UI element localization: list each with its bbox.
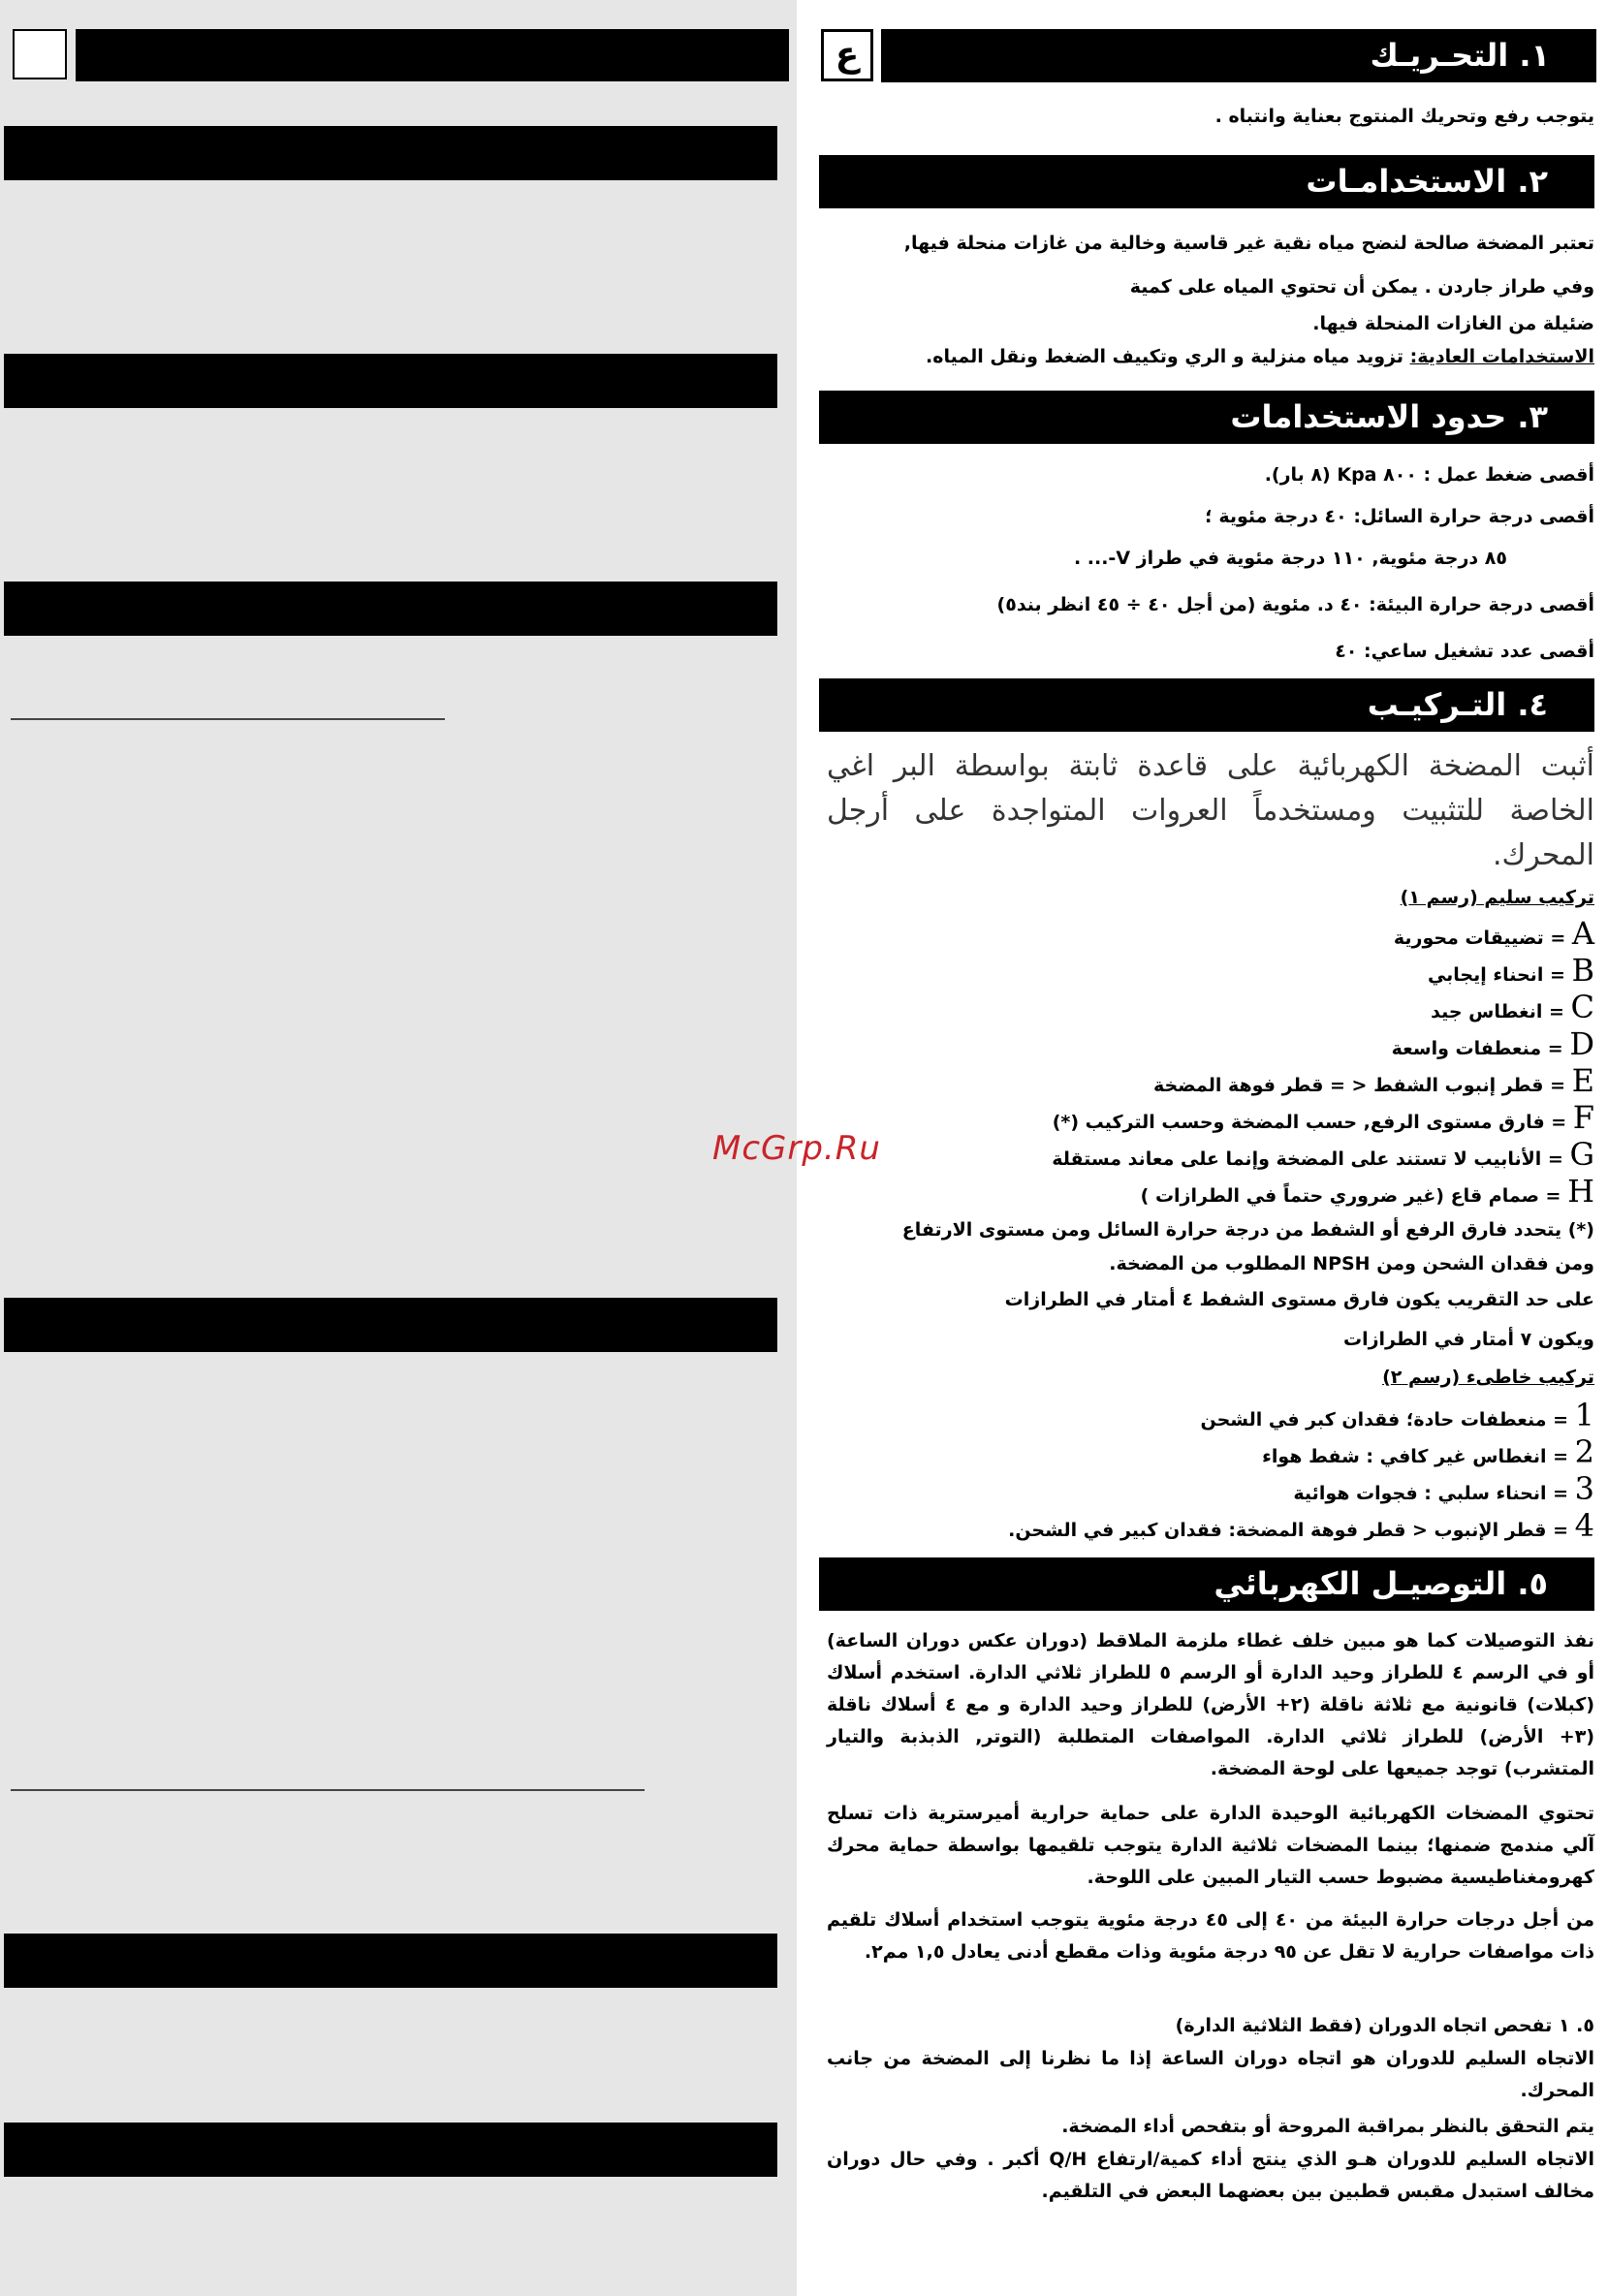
usage-label: الاستخدامات العادية: [1409, 346, 1594, 367]
install-note-3: على حد التقريب يكون فارق مستوى الشفط ٤ أمتار في الطرازات [1004, 1289, 1594, 1310]
left-header-bar [76, 29, 789, 81]
wrong-item-4: 4 = قطر الإنبوب < قطر فوهة المضخة: فقدان كبير في الشحن. [1008, 1507, 1594, 1544]
left-divider-line [11, 718, 445, 720]
left-column [0, 0, 797, 2296]
section-3-line-5: أقصى عدد تشغيل ساعي: ٤٠ [1335, 641, 1594, 662]
correct-item-f: F = فارق مستوى الرفع, حسب المضخة وحسب التركيب (*) [1052, 1099, 1594, 1136]
section-5-heading: ٥. التوصيـل الكهربائي [819, 1557, 1594, 1611]
install-note-1: (*) يتحدد فارق الرفع أو الشفط من درجة حرارة السائل ومن مستوى الارتفاع [901, 1219, 1594, 1241]
right-column [819, 0, 1594, 2296]
correct-item-g: G = الأنابيب لا تستند على المضخة وإنما على معاند مستقلة [1052, 1136, 1594, 1173]
left-section-bar [4, 2123, 777, 2177]
correct-item-b: B = انحناء إيجابي [1427, 952, 1594, 989]
left-section-bar [4, 1934, 777, 1988]
section-5-para-4: الاتجاه السليم للدوران هو اتجاه دوران الساعة إذا ما نظرنا إلى المضخة من جانب المحرك. [827, 2048, 1594, 2101]
section-2-usage [827, 341, 1594, 373]
correct-install-title: تركيب سليم (رسم ١) [1400, 887, 1594, 908]
section-5-para-3: من أجل درجات حرارة البيئة من ٤٠ إلى ٤٥ درجة مئوية يتوجب استخدام أسلاك تلقيم ذات مواصفات حرارية لا تقل عن ٩٥ درجة مئوية وذات مقطع أدنى يعادل ١,٥ مم٢. [827, 1909, 1594, 1963]
section-4-intro: أثبت المضخة الكهربائية على قاعدة ثابتة بواسطة البر اغي الخاصة للتثبيت ومستخدماً العروات المتواجدة على أرجل المحرك. [827, 749, 1594, 872]
left-divider-line [11, 1789, 645, 1791]
section-2-heading: ٢. الاستخدامـات [819, 155, 1594, 208]
left-section-bar [4, 1298, 777, 1352]
section-2-line-1: تعتبر المضخة صالحة لنضح مياه نقية غير قاسية وخالية من غازات منحلة فيها, [903, 233, 1594, 254]
correct-item-a: A = تضييقات محورية [1393, 915, 1594, 952]
section-3-line-3: ٨٥ درجة مئوية, ١١٠ درجة مئوية في طراز V-... . [1073, 548, 1507, 569]
section-4-heading: ٤. التـركيـب [819, 678, 1594, 732]
watermark-text: McGrp.Ru [712, 1129, 881, 1168]
section-5-1-title: ٥. ١ تفحص اتجاه الدوران (فقط الثلاثية الدارة) [1175, 2015, 1594, 2036]
section-2-line-3: ضئيلة من الغازات المنحلة فيها. [1312, 313, 1594, 334]
section-2-line-2: وفي طراز جاردن . يمكن أن تحتوي المياه على كمية [1129, 276, 1594, 298]
correct-item-e: E = قطر إنبوب الشفط < = قطر فوهة المضخة [1153, 1062, 1594, 1099]
section-5-para-2: تحتوي المضخات الكهربائية الوحيدة الدارة على حماية حرارية أميرسترية ذات تسلح آلي مندمج ضمنها؛ بينما المضخات ثلاثية الدارة يتوجب تلقيمها بواسطة حماية محرك كهرومغناطيسية مضبوط حسب التيار المبين على اللوحة. [827, 1803, 1594, 1888]
section-5-para-1: نفذ التوصيلات كما هو مبين خلف غطاء ملزمة الملاقط (دوران عكس دوران الساعة) أو في الرسم ٤ للطراز وحيد الدارة أو الرسم ٥ للطراز ثلاثي الدارة. استخدم أسلاك (كبلات) قانونية مع ثلاثة ناقلة (٢+ الأرض) للطراز وحيد الدارة و مع ٤ أسلاك ناقلة (٣+ الأرض) للطراز ثلاثي الدارة. المواصفات المتطلبة (التوتر, الذبذبة والتيار المتشرب) توجد جميعها على لوحة المضخة. [827, 1630, 1594, 1779]
section-1-text: يتوجب رفع وتحريك المنتوج بعناية وانتباه . [1214, 106, 1594, 127]
left-section-bar [4, 354, 777, 408]
usage-text: تزويد مياه منزلية و الري وتكييف الضغط ونقل المياه. [926, 346, 1410, 367]
correct-item-c: C = انغطاس جيد [1431, 989, 1594, 1025]
section-3-line-2: أقصى درجة حرارة السائل: ٤٠ درجة مئوية ؛ [1205, 506, 1594, 527]
left-page-box [13, 29, 67, 79]
section-3-line-1: أقصى ضغط عمل : ٨٠٠ Kpa (٨ بار). [1264, 464, 1594, 486]
correct-item-d: D = منعطفات واسعة [1391, 1025, 1594, 1062]
section-3-line-4: أقصى درجة حرارة البيئة: ٤٠ د. مئوية (من أجل ٤٠ ÷ ٤٥ انظر بند٥) [996, 594, 1594, 615]
wrong-item-3: 3 = انحناء سلبي : فجوات هوائية [1293, 1470, 1594, 1507]
correct-item-h: H = صمام قاع (غير ضروري حتماً في الطرازات ) [1140, 1173, 1594, 1210]
section-3-heading: ٣. حدود الاستخدامات [819, 391, 1594, 444]
install-note-4: ويكون ٧ أمتار في الطرازات [1342, 1329, 1594, 1350]
page-marker: ع [821, 29, 873, 81]
section-5-para-5: يتم التحقق بالنظر بمراقبة المروحة أو بتفحص أداء المضخة. [1061, 2116, 1594, 2137]
wrong-item-1: 1 = منعطفات حادة؛ فقدان كبر في الشحن [1200, 1397, 1594, 1433]
left-section-bar [4, 126, 777, 180]
install-note-2: ومن فقدان الشحن ومن NPSH المطلوب من المضخة. [1109, 1253, 1594, 1274]
left-section-bar [4, 582, 777, 636]
wrong-install-title: تركيب خاطىء (رسم ٢) [1382, 1367, 1594, 1388]
section-5-para-6: الاتجاه السليم للدوران هـو الذي ينتج أداء كمية/ارتفاع Q/H أكبر . وفي حال دوران مخالف استبدل مقبس قطبين بين بعضهما البعض في التلقيم. [827, 2149, 1594, 2202]
wrong-item-2: 2 = انغطاس غير كافي : شفط هواء [1262, 1433, 1594, 1470]
section-1-heading: ١. التحـريـك [881, 29, 1596, 82]
